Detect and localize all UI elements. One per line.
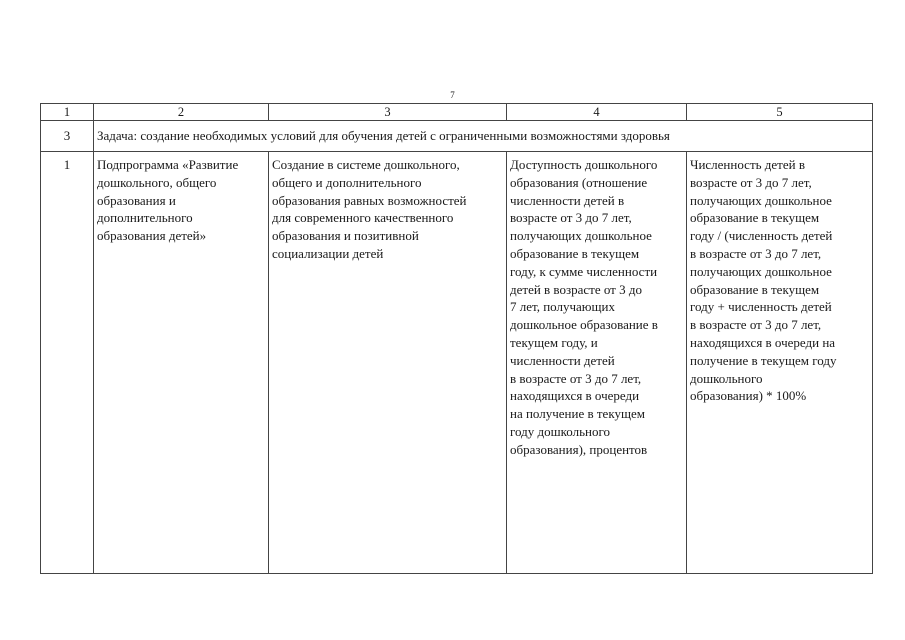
page-number: 7 <box>450 90 455 100</box>
indicator-row <box>41 152 873 574</box>
indicator-cell <box>507 152 687 574</box>
column-number: 3 <box>269 104 507 121</box>
formula-text: Численность детей в возрасте от 3 до 7 лет, получающих дошкольное образование в текущем году / (численность детей в возрасте от 3 до 7 лет, получающих дошкольное образование в текущем году + численность детей в возрасте от 3 до 7 лет, находящихся в очереди на получение в текущем году дошкольного образования) * 100% <box>690 157 837 404</box>
column-number-row <box>41 104 873 121</box>
row-number: 1 <box>41 152 94 574</box>
subprogram-text: Подпрограмма «Развитие дошкольного, общего образования и дополнительного образования детей» <box>97 157 239 244</box>
task-row <box>41 121 873 152</box>
formula-cell <box>687 152 873 574</box>
indicator-text: Доступность дошкольного образования (отношение численности детей в возрасте от 3 до 7 лет, получающих дошкольное образование в текущем году, к сумме численности детей в возрасте от 3 до 7 лет, получающих дошкольное образование в текущем году, и численности детей в возрасте от 3 до 7 лет, находящихся в очереди на получение в текущем году дошкольного образования), процентов <box>510 157 658 457</box>
indicators-table <box>40 103 873 574</box>
goal-cell <box>269 152 507 574</box>
task-number: 3 <box>41 121 94 152</box>
task-text: Задача: создание необходимых условий для обучения детей с ограниченными возможностями здоровья <box>94 121 873 152</box>
subprogram-cell <box>94 152 269 574</box>
column-number: 5 <box>687 104 873 121</box>
column-number: 1 <box>41 104 94 121</box>
column-number: 2 <box>94 104 269 121</box>
column-number: 4 <box>507 104 687 121</box>
goal-text: Создание в системе дошкольного, общего и дополнительного образования равных возможностей для современного качественного образования и позитивной социализации детей <box>272 157 467 261</box>
